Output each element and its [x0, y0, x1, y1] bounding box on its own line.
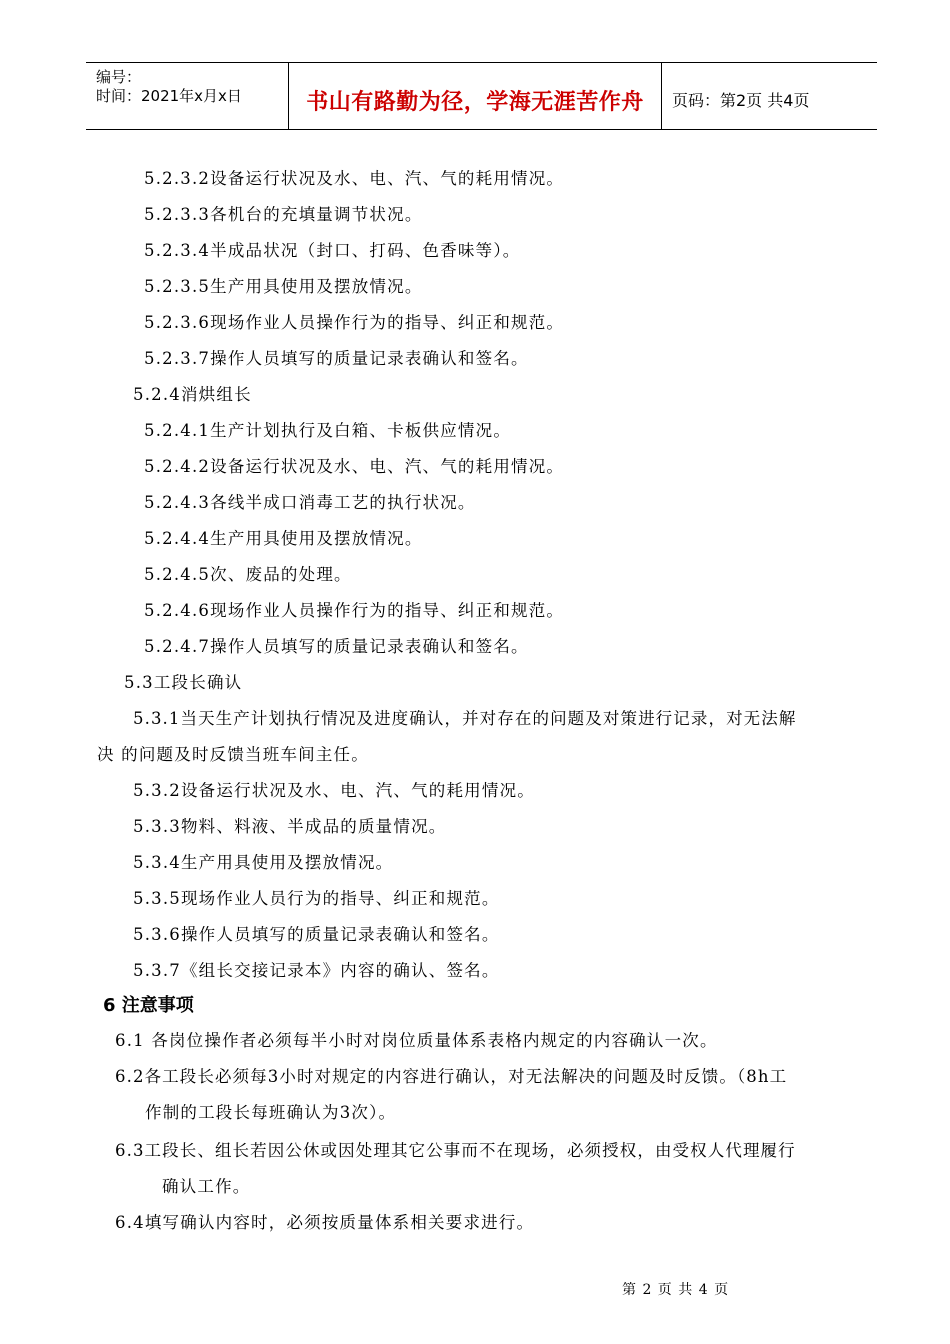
body-line: 5.2.4.1生产计划执行及白箱、卡板供应情况。 [144, 421, 512, 440]
body-line: 5.2.3.2设备运行状况及水、电、汽、气的耗用情况。 [144, 169, 565, 188]
body-line: 5.2.4.2设备运行状况及水、电、汽、气的耗用情况。 [144, 457, 565, 476]
header-motto: 书山有路勤为径，学海无涯苦作舟 [306, 90, 644, 115]
body-line: 6.4填写确认内容时，必须按质量体系相关要求进行。 [115, 1213, 535, 1232]
subsection-heading: 5.2.4消烘组长 [133, 385, 252, 404]
body-line: 确认工作。 [162, 1177, 251, 1196]
body-line: 5.2.3.7操作人员填写的质量记录表确认和签名。 [144, 349, 529, 368]
body-line: 5.2.4.5次、废品的处理。 [144, 565, 352, 584]
body-line: 5.3.5现场作业人员行为的指导、纠正和规范。 [133, 889, 500, 908]
body-line: 5.2.4.7操作人员填写的质量记录表确认和签名。 [144, 637, 529, 656]
body-line: 5.2.4.6现场作业人员操作行为的指导、纠正和规范。 [144, 601, 565, 620]
body-line: 作制的工段长每班确认为3次）。 [145, 1103, 397, 1122]
body-line: 5.2.4.3各线半成口消毒工艺的执行状况。 [144, 493, 476, 512]
body-line: 5.3.2设备运行状况及水、电、汽、气的耗用情况。 [133, 781, 535, 800]
body-line: 5.3.3物料、料液、半成品的质量情况。 [133, 817, 447, 836]
body-line: 6.1 各岗位操作者必须每半小时对岗位质量体系表格内规定的内容确认一次。 [115, 1031, 718, 1050]
header-page-label: 页码：第2页 共4页 [672, 91, 810, 110]
body-line: 5.2.4.4生产用具使用及摆放情况。 [144, 529, 423, 548]
section-6-title: 6 注意事项 [103, 995, 194, 1016]
subsection-heading: 5.3工段长确认 [124, 673, 243, 692]
document-time-label: 时间：2021年x月x日 [96, 87, 242, 105]
body-line: 5.3.4生产用具使用及摆放情况。 [133, 853, 394, 872]
body-line: 6.2各工段长必须每3小时对规定的内容进行确认，对无法解决的问题及时反馈。（8h工 [115, 1067, 788, 1086]
body-line: 5.2.3.6现场作业人员操作行为的指导、纠正和规范。 [144, 313, 565, 332]
body-line: 5.3.7《组长交接记录本》内容的确认、签名。 [133, 961, 500, 980]
header-page-cell [662, 63, 877, 129]
header-motto-cell [288, 63, 662, 129]
body-line: 5.2.3.4半成品状况（封口、打码、色香味等）。 [144, 241, 521, 260]
document-header [86, 62, 877, 130]
header-info-cell [86, 63, 288, 129]
body-line: 6.3工段长、组长若因公休或因处理其它公事而不在现场，必须授权，由受权人代理履行 [115, 1141, 796, 1160]
body-line: 5.2.3.5生产用具使用及摆放情况。 [144, 277, 423, 296]
body-line: 决 的问题及时反馈当班车间主任。 [97, 745, 369, 764]
body-line: 5.3.6操作人员填写的质量记录表确认和签名。 [133, 925, 500, 944]
body-line: 5.2.3.3各机台的充填量调节状况。 [144, 205, 423, 224]
document-number-label: 编号： [96, 68, 142, 86]
page-footer: 第 2 页 共 4 页 [622, 1282, 730, 1298]
body-line: 5.3.1当天生产计划执行情况及进度确认，并对存在的问题及对策进行记录，对无法解 [133, 709, 797, 728]
